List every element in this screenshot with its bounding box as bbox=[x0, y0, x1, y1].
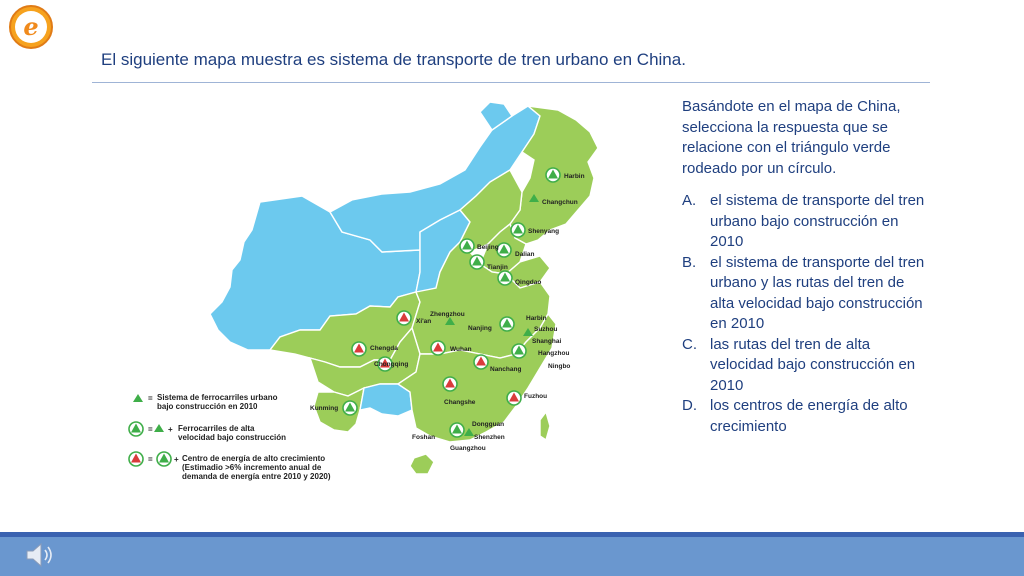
svg-text:=: = bbox=[148, 394, 153, 403]
question-prompt: Basándote en el mapa de China, selecciona la respuesta que se relacione con el triángulo verde rodeado por un círculo. bbox=[682, 98, 901, 177]
legend-green-circle-icon bbox=[157, 452, 171, 466]
svg-text:Ferrocarriles de alta: Ferrocarriles de alta bbox=[178, 424, 255, 433]
speaker-icon[interactable] bbox=[24, 540, 58, 570]
legend-red-circle-icon bbox=[129, 452, 143, 466]
china-map bbox=[120, 92, 615, 487]
marker-hangzhou bbox=[512, 344, 526, 358]
map-regions bbox=[210, 102, 598, 474]
answer-options bbox=[682, 191, 932, 437]
marker-chengdu bbox=[352, 342, 366, 356]
marker-qingdao bbox=[498, 271, 512, 285]
svg-text:(Estimadio >6% incremento anua: (Estimadio >6% incremento anual de bbox=[182, 463, 322, 472]
svg-text:=: = bbox=[148, 425, 153, 434]
label-nanchang: Nanchang bbox=[490, 366, 522, 373]
svg-text:Centro de energía de alto crec: Centro de energía de alto crecimiento bbox=[182, 454, 326, 463]
label-qingdao: Qingdao bbox=[515, 279, 542, 286]
label-beijing: Beijing bbox=[477, 244, 499, 251]
title-divider bbox=[92, 82, 930, 83]
brand-logo bbox=[8, 4, 54, 50]
svg-text:demanda de energía entre 2010: demanda de energía entre 2010 y 2020) bbox=[182, 472, 331, 481]
label-ningbo: Ningbo bbox=[548, 363, 571, 370]
legend-circle-triangle-icon bbox=[129, 422, 143, 436]
marker-tianjin bbox=[470, 255, 484, 269]
label-guangzhou: Guangzhou bbox=[450, 445, 486, 452]
legend-triangle-icon-2 bbox=[154, 424, 164, 432]
label-nanjing: Nanjing bbox=[468, 325, 492, 332]
marker-xian bbox=[397, 311, 411, 325]
svg-text:e: e bbox=[23, 12, 39, 41]
label-shenzhen: Shenzhen bbox=[474, 434, 505, 441]
label-chongqing: Chongqing bbox=[374, 361, 409, 368]
label-dalian: Dalian bbox=[515, 251, 535, 258]
marker-beijing bbox=[460, 239, 474, 253]
option-a[interactable]: A. el sistema de transporte del tren urbano bajo construcción en 2010 bbox=[682, 192, 925, 250]
marker-foshan bbox=[450, 423, 464, 437]
svg-text:bajo construcción en 2010: bajo construcción en 2010 bbox=[157, 402, 258, 411]
svg-text:+: + bbox=[168, 425, 173, 434]
label-changchun: Changchun bbox=[542, 199, 578, 206]
label-changsha: Changshe bbox=[444, 399, 476, 406]
label-shenyang: Shenyang bbox=[528, 228, 560, 235]
marker-shenyang bbox=[511, 223, 525, 237]
marker-changsha bbox=[443, 377, 457, 391]
marker-dalian bbox=[497, 243, 511, 257]
label-harbin-2: Harbin bbox=[526, 315, 547, 322]
label-zhengzhou: Zhengzhou bbox=[430, 311, 465, 318]
svg-text:+: + bbox=[174, 455, 179, 464]
label-suzhou: Suzhou bbox=[534, 326, 558, 333]
label-fuzhou: Fuzhou bbox=[524, 393, 548, 400]
option-c[interactable]: C. las rutas del tren de alta velocidad bajo construcción en 2010 bbox=[682, 335, 916, 394]
label-wuhan: Wuhan bbox=[450, 346, 472, 353]
label-hangzhou: Hangzhou bbox=[538, 350, 570, 357]
svg-text:Sistema de ferrocarriles urban: Sistema de ferrocarriles urbano bbox=[157, 393, 278, 402]
marker-wuhan bbox=[431, 341, 445, 355]
option-d[interactable]: D. los centros de energía de alto crecimiento bbox=[682, 397, 908, 435]
label-tianjin: Tianjin bbox=[487, 264, 508, 271]
label-foshan: Foshan bbox=[412, 434, 436, 441]
svg-text:velocidad bajo construcción: velocidad bajo construcción bbox=[178, 433, 287, 442]
label-dongguan: Dongguan bbox=[472, 421, 505, 428]
marker-kunming bbox=[343, 401, 357, 415]
label-harbin: Harbin bbox=[564, 173, 585, 180]
label-shanghai: Shanghai bbox=[532, 338, 562, 345]
page-title: El siguiente mapa muestra es sistema de transporte de tren urbano en China. bbox=[101, 50, 686, 69]
marker-harbin bbox=[546, 168, 560, 182]
label-xian: Xi'an bbox=[416, 318, 432, 325]
marker-nanchang bbox=[474, 355, 488, 369]
map-legend bbox=[129, 393, 331, 481]
footer-bar bbox=[0, 537, 1024, 576]
label-chengdu: Chengda bbox=[370, 345, 398, 352]
question-panel bbox=[682, 97, 932, 437]
legend-triangle-icon bbox=[133, 394, 143, 402]
marker-nanjing bbox=[500, 317, 514, 331]
marker-fuzhou bbox=[507, 391, 521, 405]
option-b[interactable]: B. el sistema de transporte del tren urbano y las rutas del tren de alta velocidad bajo construcción en 2010 bbox=[682, 253, 925, 332]
label-kunming: Kunming bbox=[310, 405, 339, 412]
svg-text:=: = bbox=[148, 455, 153, 464]
